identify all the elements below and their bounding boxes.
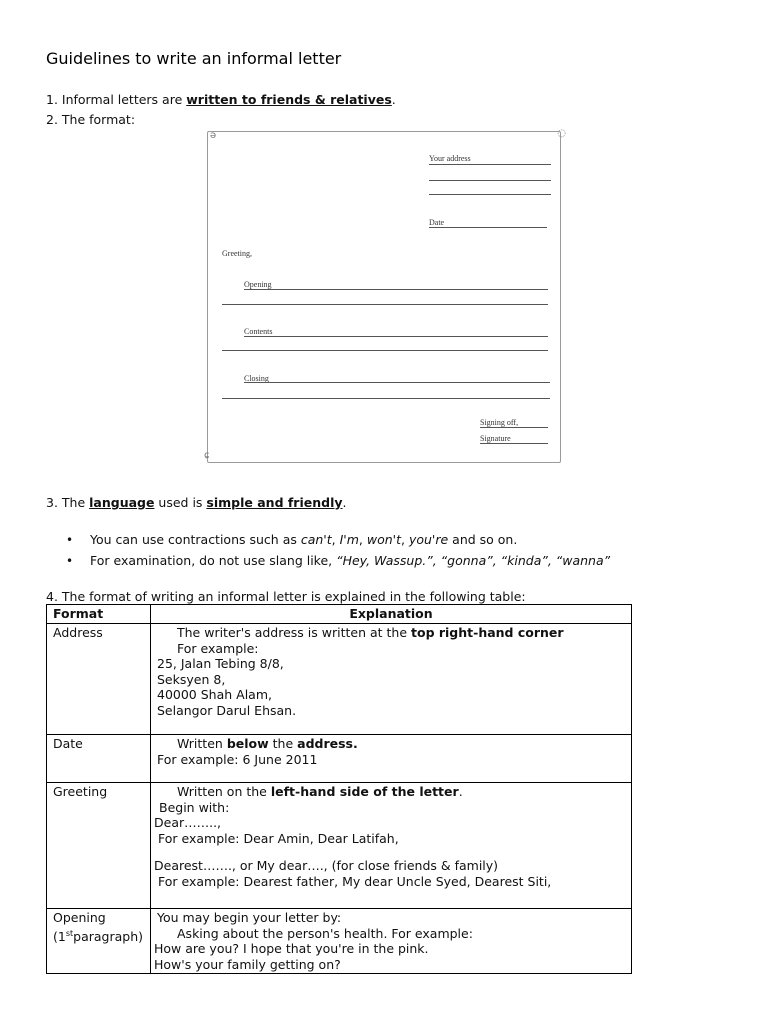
date-l1-bold1: below	[226, 736, 269, 751]
bullet-slang	[66, 553, 610, 568]
opening-line-3: How are you? I hope that you're in the pink.	[154, 941, 429, 956]
opening-line-1	[244, 289, 548, 290]
opening-label-b-sup: st	[65, 928, 74, 938]
address-line-3: 25, Jalan Tebing 8/8,	[157, 656, 284, 671]
opening-label-b-prefix: (1	[53, 928, 66, 944]
figure-contents: Contents	[244, 327, 273, 336]
point-4: 4. The format of writing an informal letter is explained in the following table:	[46, 589, 526, 604]
opening-line-4: How's your family getting on?	[154, 956, 341, 972]
contents-line-1	[244, 336, 548, 337]
table-row-address	[47, 624, 632, 735]
bullet-1-suffix: and so on.	[448, 532, 518, 547]
address-line-1	[429, 164, 551, 165]
point-1	[46, 92, 396, 107]
contents-line-2	[222, 350, 548, 351]
opening-explanation	[151, 909, 632, 974]
signature-line	[480, 443, 548, 444]
figure-greeting: Greeting,	[222, 249, 252, 258]
table-row-date	[47, 735, 632, 783]
greeting-line-1	[157, 784, 625, 800]
point-3-prefix: 3. The	[46, 495, 90, 510]
date-label: Date	[47, 735, 151, 783]
bullet-contractions	[66, 532, 517, 547]
address-explanation	[151, 624, 632, 735]
opening-label-b	[53, 926, 144, 945]
separator: ,	[401, 532, 409, 547]
point-2: 2. The format:	[46, 112, 136, 127]
separator: ,	[331, 532, 340, 547]
point-3	[46, 495, 347, 510]
greeting-l1-prefix: Written on the	[177, 784, 271, 799]
date-line-1	[157, 736, 625, 752]
opening-line-2	[222, 304, 548, 305]
page-curl-top-left: ə	[210, 130, 217, 141]
table-row-opening	[47, 909, 632, 974]
page-curl-bottom-left: ɕ	[204, 450, 210, 461]
address-line-6: Selangor Darul Ehsan.	[157, 702, 297, 718]
bullet-1-prefix: You can use contractions such as	[90, 532, 301, 547]
date-line-2: For example: 6 June 2011	[157, 751, 318, 767]
table-header-row	[47, 605, 632, 624]
slang-examples: “Hey, Wassup.”, “gonna”, “kinda”, “wanna”	[336, 553, 611, 568]
signing-off-line	[480, 427, 548, 428]
date-l1-prefix: Written	[177, 736, 227, 751]
address-line-5: 40000 Shah Alam,	[157, 687, 272, 702]
closing-line-1	[244, 382, 550, 383]
greeting-line-4: For example: Dear Amin, Dear Latifah,	[158, 830, 399, 846]
address-l1-prefix: The writer's address is written at the	[177, 625, 411, 640]
address-line-2	[429, 180, 551, 181]
greeting-explanation	[151, 783, 632, 909]
closing-line-2	[222, 398, 550, 399]
point-3-suffix: .	[342, 495, 347, 510]
greeting-line-3: Dear……..,	[154, 815, 222, 830]
point-1-prefix: 1. Informal letters are	[46, 92, 187, 107]
point-1-suffix: .	[391, 92, 396, 107]
date-l1-bold2: address.	[297, 736, 358, 751]
address-line-1	[157, 625, 625, 641]
header-format: Format	[47, 605, 151, 624]
table-row-greeting	[47, 783, 632, 909]
format-table	[46, 604, 632, 974]
greeting-line-5: Dearest……., or My dear…., (for close friends & family)	[154, 858, 499, 873]
address-line-3	[429, 194, 551, 195]
page-curl-top-right: ◌	[557, 128, 566, 139]
greeting-spacer	[157, 846, 625, 858]
address-line-4: Seksyen 8,	[157, 671, 226, 687]
point-1-emphasis: written to friends & relatives	[186, 92, 392, 107]
figure-signing-off: Signing off,	[480, 418, 519, 427]
address-l1-bold: top right-hand corner	[411, 625, 564, 640]
address-label: Address	[47, 624, 151, 735]
figure-your-address: Your address	[429, 154, 471, 163]
date-explanation	[151, 735, 632, 783]
figure-opening: Opening	[244, 280, 272, 289]
opening-line-2: Asking about the person's health. For example:	[177, 925, 473, 941]
greeting-line-6: For example: Dearest father, My dear Uncle Syed, Dearest Siti,	[158, 873, 552, 889]
header-explanation: Explanation	[151, 605, 632, 624]
address-line-2: For example:	[177, 640, 259, 656]
separator: ,	[358, 532, 367, 547]
point-3-emphasis: simple and friendly	[206, 495, 343, 510]
date-line	[429, 227, 547, 228]
greeting-l1-bold: left-hand side of the letter	[270, 784, 459, 799]
bullet-dot: •	[66, 533, 74, 547]
greeting-label: Greeting	[47, 783, 151, 909]
figure-closing: Closing	[244, 374, 269, 383]
bullet-2-prefix: For examination, do not use slang like,	[90, 553, 337, 568]
point-3-language: language	[89, 495, 155, 510]
page-title: Guidelines to write an informal letter	[46, 49, 342, 68]
point-3-mid: used is	[154, 495, 207, 510]
figure-signature: Signature	[480, 434, 511, 443]
bullet-dot: •	[66, 554, 74, 568]
greeting-line-2: Begin with:	[159, 799, 230, 815]
figure-date: Date	[429, 218, 445, 227]
greeting-l1-suffix: .	[458, 784, 463, 799]
contraction-cant: can't	[300, 532, 332, 547]
contraction-im: I'm	[339, 532, 359, 547]
contraction-youre: you're	[408, 532, 449, 547]
opening-label-a: Opening	[53, 910, 106, 925]
opening-label-b-suffix: paragraph)	[73, 928, 144, 944]
letter-format-figure	[204, 128, 566, 463]
opening-line-1: You may begin your letter by:	[157, 910, 342, 925]
date-l1-mid: the	[268, 736, 298, 751]
contraction-wont: won't	[366, 532, 401, 547]
opening-label	[47, 909, 151, 974]
